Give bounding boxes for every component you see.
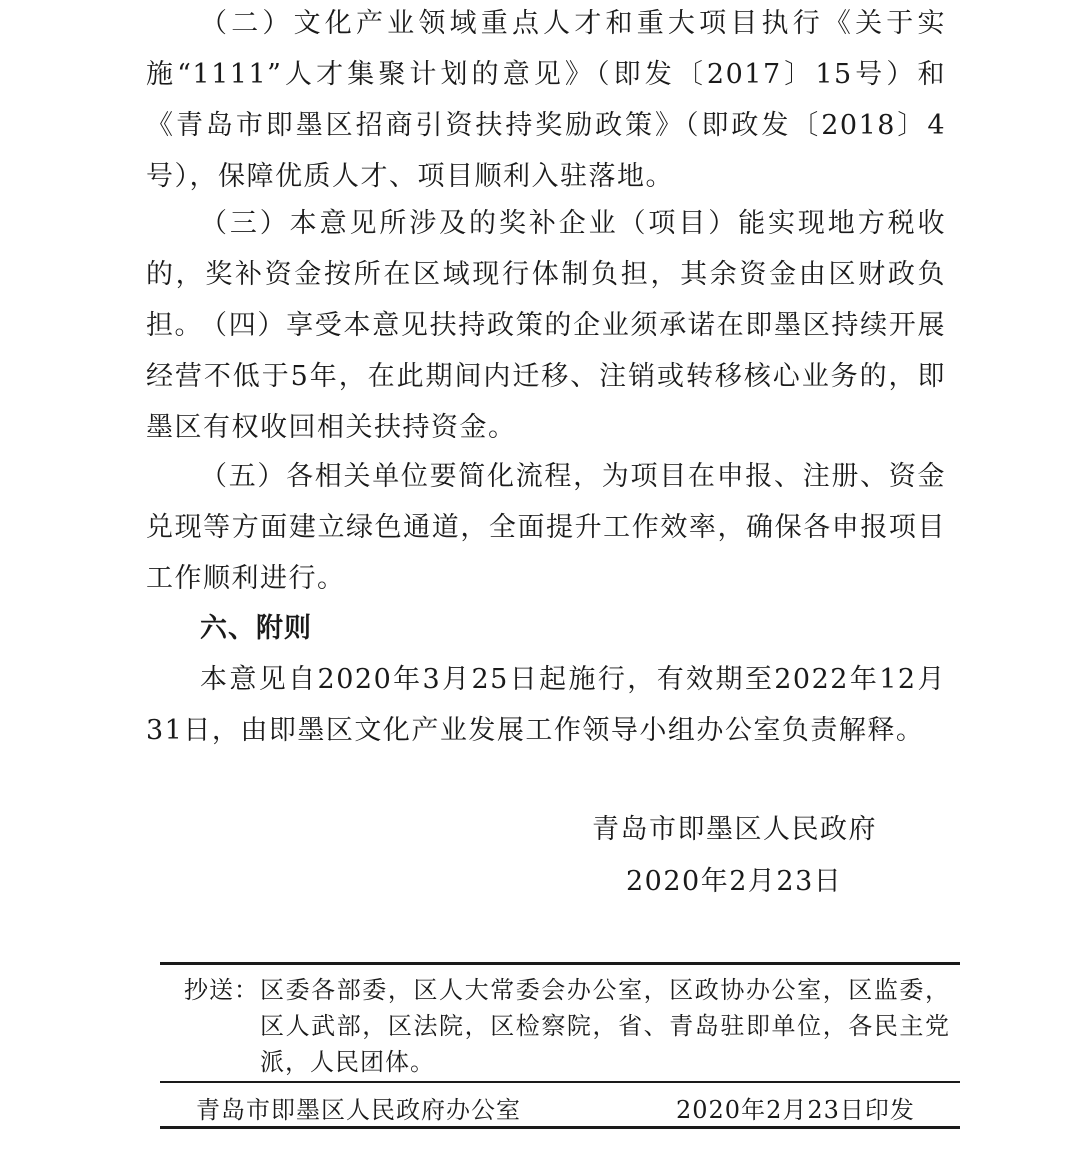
divider-middle	[160, 1081, 960, 1083]
distribution-label: 抄送：	[184, 976, 259, 1004]
divider-bottom	[160, 1126, 960, 1129]
paragraph-effective-date: 本意见自2020年3月25日起施行，有效期至2022年12月31日，由即墨区文化产业发展工作领导小组办公室负责解释。	[146, 664, 946, 746]
paragraph-item-4: （四）享受本意见扶持政策的企业须承诺在即墨区持续开展经营不低于5年，在此期间内迁移、注销或转移核心业务的，即墨区有权收回相关扶持资金。	[146, 310, 946, 443]
section-heading-supplementary: 六、附则	[200, 613, 312, 644]
footer-print-date: 2020年2月23日印发	[676, 1096, 915, 1124]
paragraph-item-3: （三）本意见所涉及的奖补企业（项目）能实现地方税收的，奖补资金按所在区域现行体制负担，其余资金由区财政负担。	[146, 208, 946, 341]
distribution-recipients: 区委各部委，区人大常委会办公室，区政协办公室，区监委，区人武部，区法院，区检察院，省、青岛驻即单位，各民主党派，人民团体。	[260, 976, 950, 1076]
footer-office: 青岛市即墨区人民政府办公室	[196, 1096, 521, 1124]
divider-top	[160, 962, 960, 965]
signature-date: 2020年2月23日	[626, 866, 843, 897]
paragraph-item-2: （二）文化产业领域重点人才和重大项目执行《关于实施“1111”人才集聚计划的意见》（即发〔2017〕15号）和《青岛市即墨区招商引资扶持奖励政策》（即政发〔2018〕4号），保障优质人才、项目顺利入驻落地。	[146, 8, 946, 192]
paragraph-item-5: （五）各相关单位要简化流程，为项目在申报、注册、资金兑现等方面建立绿色通道，全面提升工作效率，确保各申报项目工作顺利进行。	[146, 461, 946, 594]
signature-issuer: 青岛市即墨区人民政府	[592, 814, 877, 845]
